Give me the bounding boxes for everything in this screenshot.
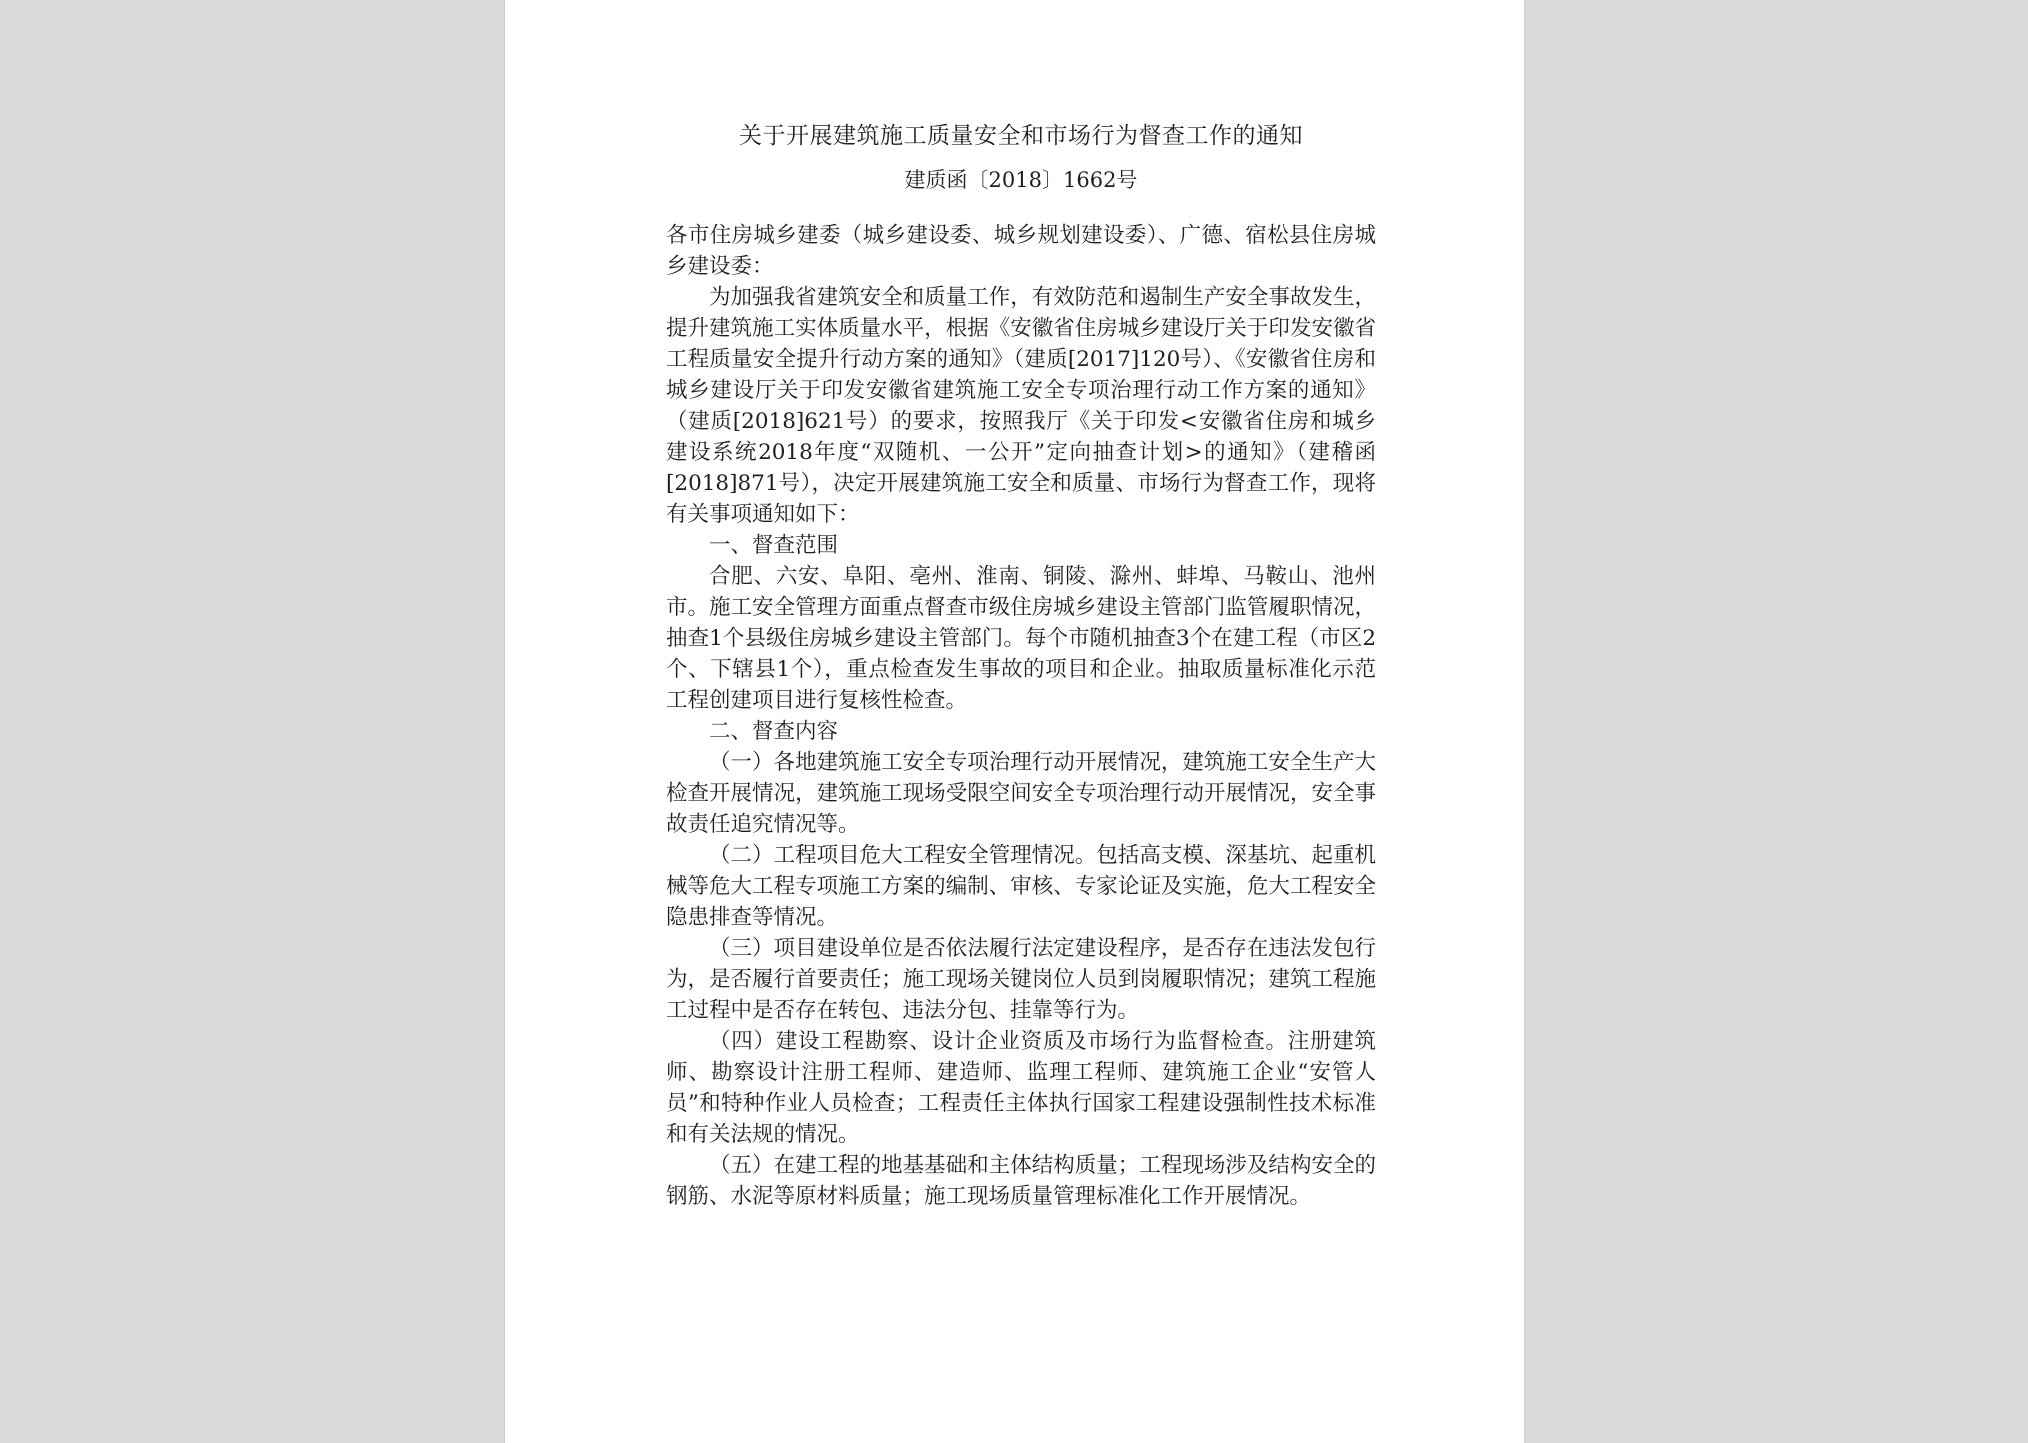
content-item-1: （一）各地建筑施工安全专项治理行动开展情况，建筑施工安全生产大检查开展情况，建筑施工现场受限空间安全专项治理行动开展情况，安全事故责任追究情况等。	[666, 750, 1376, 837]
intro-paragraph: 为加强我省建筑安全和质量工作，有效防范和遏制生产安全事故发生，提升建筑施工实体质量水平，根据《安徽省住房城乡建设厅关于印发安徽省工程质量安全提升行动方案的通知》（建质[2017]120号）、《安徽省住房和城乡建设厅关于印发安徽省建筑施工安全专项治理行动工作方案的通知》（建质[2018]621号）的要求，按照我厅《关于印发<安徽省住房和城乡建设系统2018年度“双随机、一公开”定向抽查计划>的通知》（建稽函[2018]871号），决定开展建筑施工安全和质量、市场行为督查工作，现将有关事项通知如下：	[666, 285, 1376, 527]
content-item-5: （五）在建工程的地基基础和主体结构质量；工程现场涉及结构安全的钢筋、水泥等原材料质量；施工现场质量管理标准化工作开展情况。	[666, 1153, 1376, 1209]
document-number: 建质函〔2018〕1662号	[904, 168, 1138, 192]
content-item-4: （四）建设工程勘察、设计企业资质及市场行为监督检查。注册建筑师、勘察设计注册工程师、建造师、监理工程师、建筑施工企业“安管人员”和特种作业人员检查；工程责任主体执行国家工程建设强制性技术标准和有关法规的情况。	[666, 1029, 1376, 1147]
content-item-3: （三）项目建设单位是否依法履行法定建设程序，是否存在违法发包行为，是否履行首要责任；施工现场关键岗位人员到岗履职情况；建筑工程施工过程中是否存在转包、违法分包、挂靠等行为。	[666, 936, 1376, 1023]
section-heading-content: 二、督查内容	[709, 719, 839, 744]
document-content	[666, 114, 1376, 1212]
content-item-2: （二）工程项目危大工程安全管理情况。包括高支模、深基坑、起重机械等危大工程专项施工方案的编制、审核、专家论证及实施，危大工程安全隐患排查等情况。	[666, 843, 1376, 930]
salutation: 各市住房城乡建委（城乡建设委、城乡规划建设委）、广德、宿松县住房城乡建设委：	[666, 223, 1376, 279]
document-title: 关于开展建筑施工质量安全和市场行为督查工作的通知	[739, 123, 1303, 149]
document-body	[666, 220, 1376, 1212]
section-body-scope: 合肥、六安、阜阳、亳州、淮南、铜陵、滁州、蚌埠、马鞍山、池州市。施工安全管理方面重点督查市级住房城乡建设主管部门监管履职情况，抽查1个县级住房城乡建设主管部门。每个市随机抽查3个在建工程（市区2个、下辖县1个），重点检查发生事故的项目和企业。抽取质量标准化示范工程创建项目进行复核性检查。	[666, 564, 1376, 713]
document-page	[505, 0, 1524, 1443]
section-heading-scope: 一、督查范围	[709, 533, 839, 558]
